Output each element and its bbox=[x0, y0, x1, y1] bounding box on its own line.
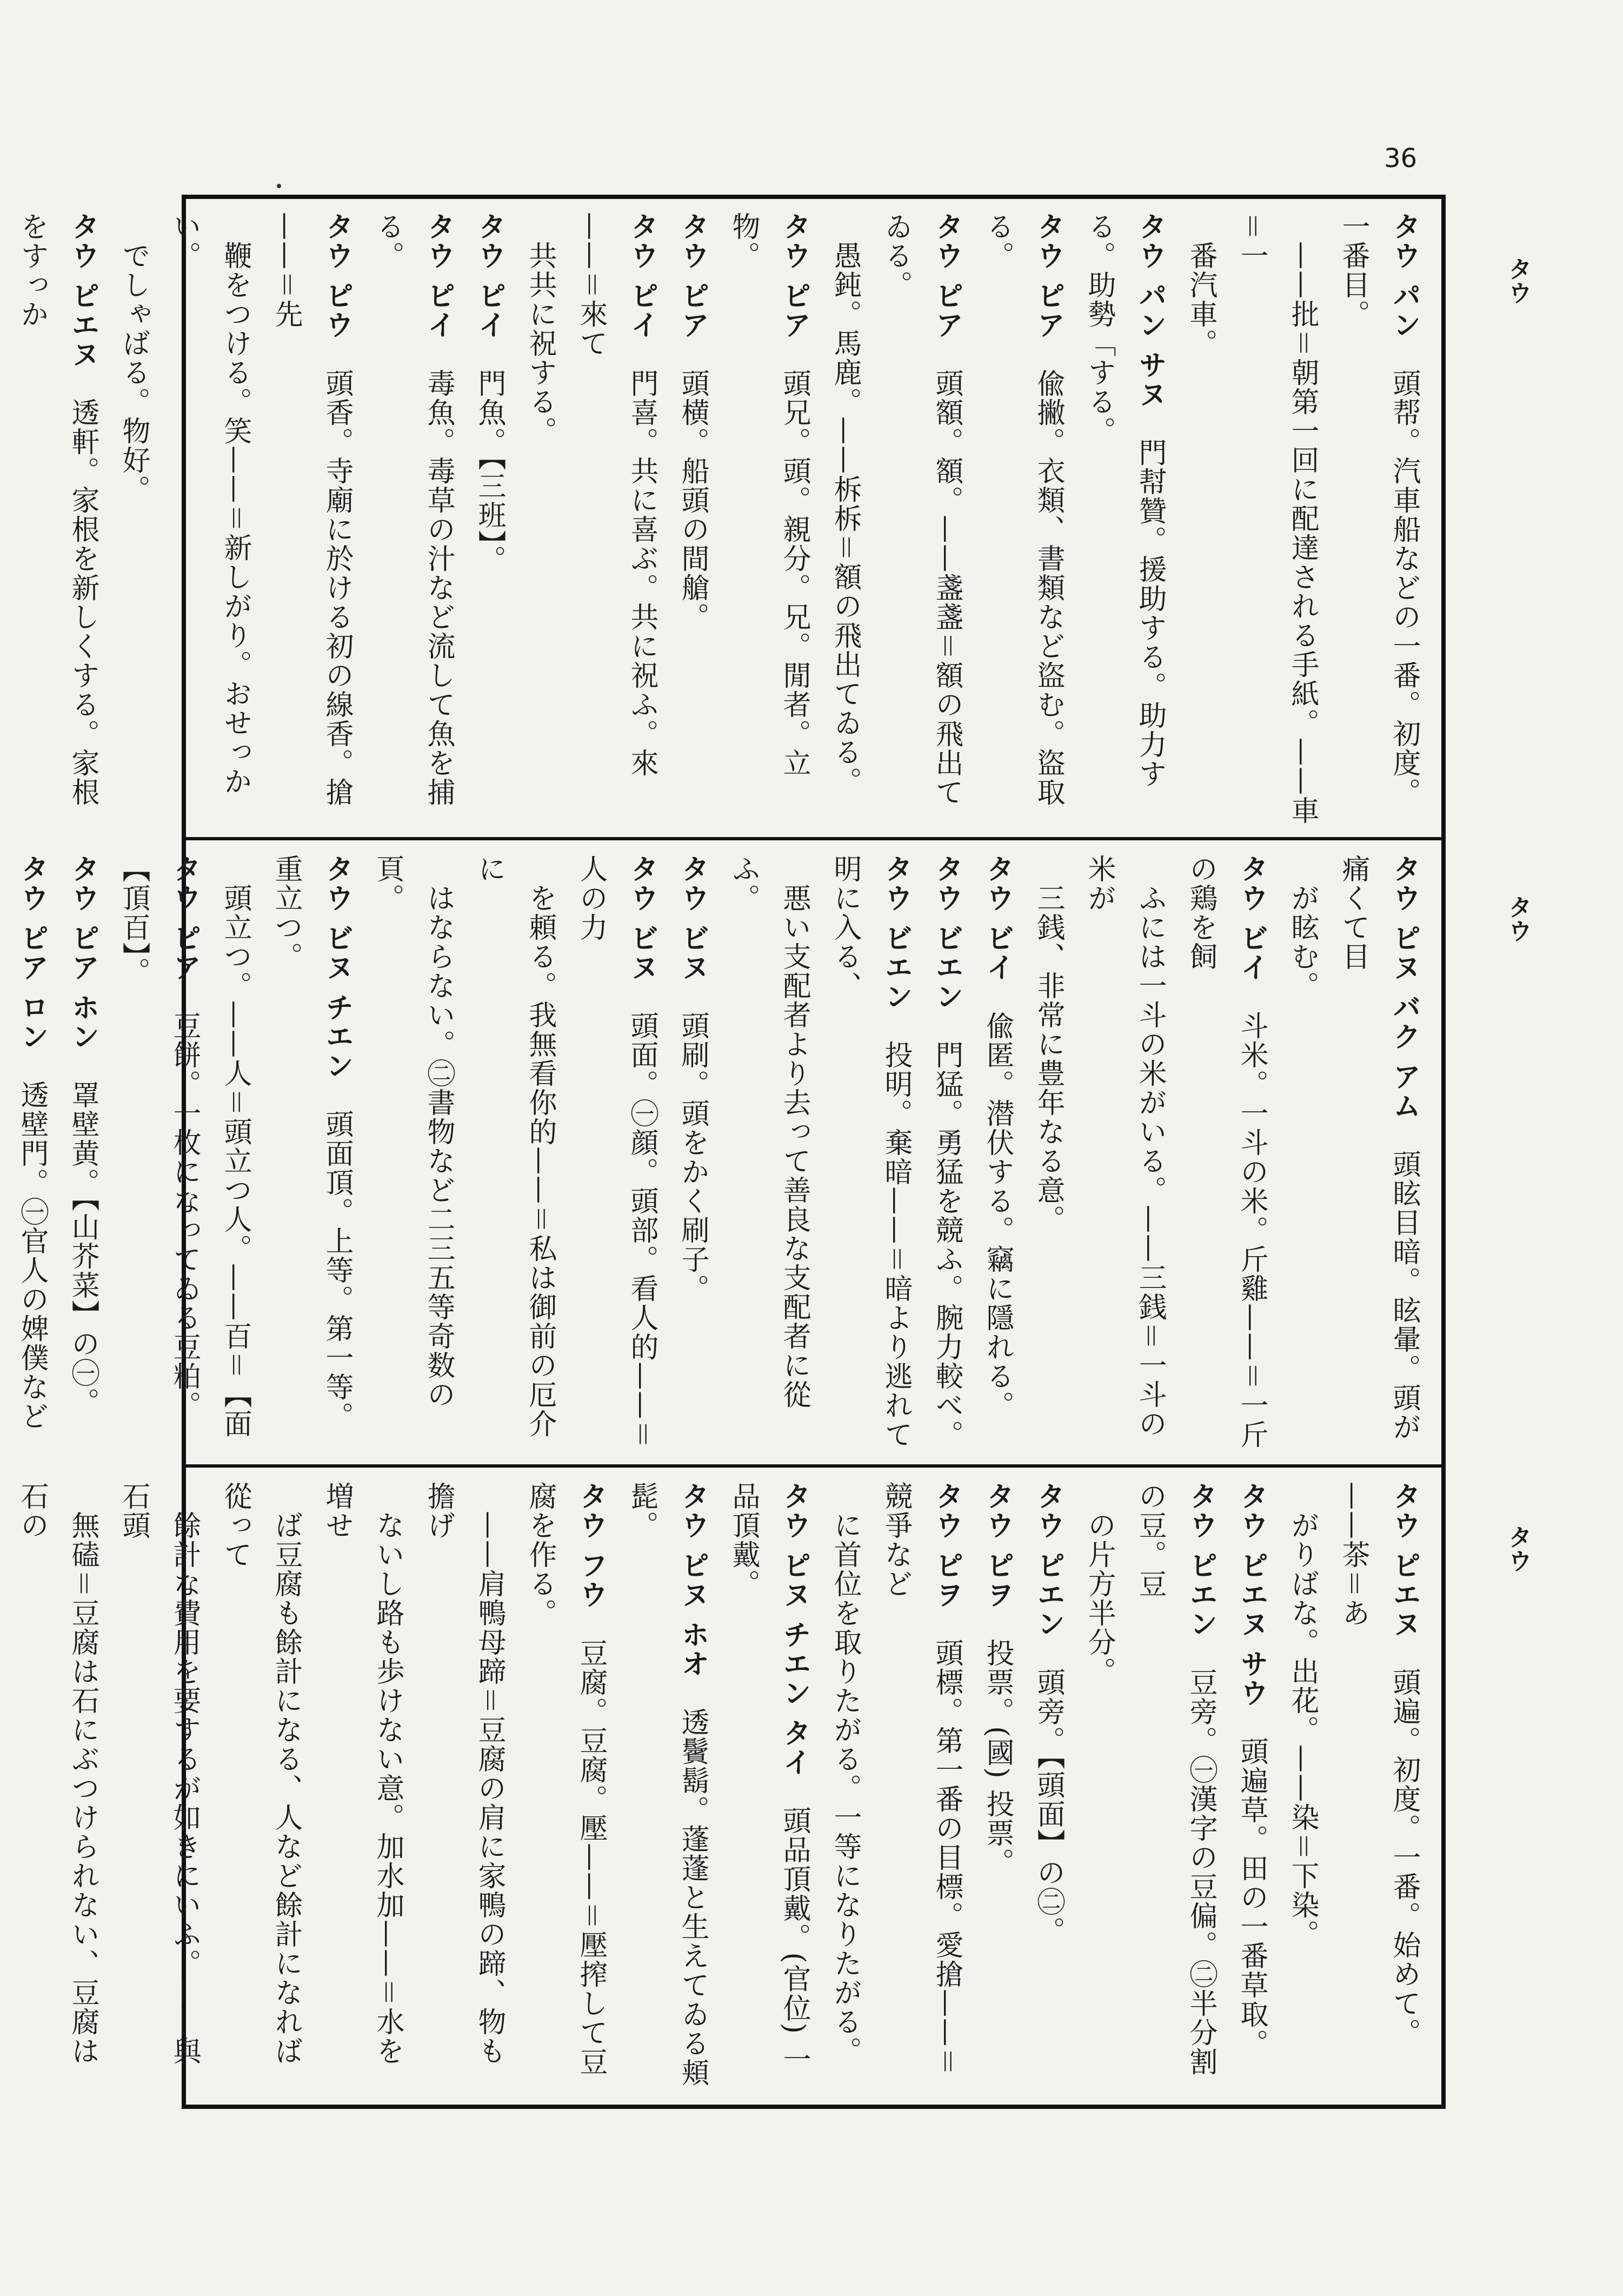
dictionary-entry bbox=[1023, 1482, 1074, 2094]
entry-text: 頭横。船頭の間艙。 bbox=[676, 369, 709, 632]
entry-text: ——肩鴨母蹄＝豆腐の肩に家鴨の蹄、物も擔げ bbox=[422, 1482, 505, 2066]
entry-headword: タウ ピエヌ bbox=[66, 212, 99, 369]
entry-headword: タウ ピイ bbox=[626, 212, 658, 340]
dictionary-entry bbox=[972, 1482, 1023, 2094]
entry-headword: タウ ピヲ bbox=[930, 1482, 963, 1610]
entry-headword: タウ ピア ホン bbox=[66, 854, 99, 1052]
dictionary-entry bbox=[108, 854, 210, 1454]
entry-headword: タウ ピイ bbox=[422, 212, 455, 340]
entry-text: 豆腐。豆腐。壓——＝壓搾して豆腐を作る。 bbox=[524, 1482, 607, 2077]
dictionary-entry bbox=[6, 212, 108, 826]
dictionary-entry bbox=[1328, 1482, 1429, 2094]
dictionary-entry bbox=[1175, 854, 1277, 1454]
dictionary-entry bbox=[57, 854, 108, 1454]
entry-text: 門喜。共に喜ぶ。共に祝ふ。來——＝來て bbox=[575, 212, 658, 778]
stray-dot bbox=[277, 184, 281, 188]
entry-headword: タウ ピア bbox=[930, 212, 963, 340]
entry-text: 頭遍。初度。一番。始めて。——茶＝あ bbox=[1337, 1482, 1420, 2048]
entry-text: 頭刷。頭をかく刷子。 bbox=[676, 1011, 709, 1304]
entry-headword: タウ ピエン bbox=[1032, 1482, 1065, 1639]
entry-continuation bbox=[108, 212, 159, 826]
dictionary-entry bbox=[566, 854, 667, 1454]
entry-continuation bbox=[1023, 854, 1074, 1454]
entry-text: 無磕＝豆腐は石にぶつけられない、豆腐は石の bbox=[16, 1482, 99, 2066]
entry-text: ないし路も歩けない意。加水加——＝水を増せ bbox=[321, 1482, 404, 2066]
running-head-middle: タウ bbox=[1504, 895, 1532, 943]
entry-text: がりばな。出花。——染＝下染。 bbox=[1286, 1511, 1319, 1949]
entry-text: 透壁門。㊀官人の婢僕など bbox=[16, 1080, 48, 1431]
entry-continuation bbox=[1175, 212, 1226, 826]
entry-headword: タウ ピエヌ bbox=[1388, 1482, 1420, 1639]
entry-text: 餘計な費用を要するが如きにいふ。——與石頭 bbox=[117, 1482, 201, 2066]
dictionary-entry bbox=[1125, 1482, 1226, 2094]
entry-text: ——批＝朝第一回に配達される手紙。——車＝一 bbox=[1235, 212, 1319, 825]
entry-continuation bbox=[820, 212, 870, 826]
divider-rule bbox=[186, 837, 1441, 840]
dictionary-entry bbox=[1074, 212, 1175, 826]
entry-headword: タウ ピヌ ホオ bbox=[676, 1482, 709, 1679]
entry-headword: タウ ピヌ チエン タイ bbox=[778, 1482, 810, 1777]
entry-text: 頭帮。汽車船などの一番。初度。一番目。 bbox=[1337, 212, 1420, 807]
entry-text: 投明。棄暗——＝暗より逃れて明に入る、 bbox=[829, 854, 912, 1450]
entry-text: 投票。(國) 投票。 bbox=[981, 1638, 1014, 1877]
entry-headword: タウ フウ bbox=[575, 1482, 607, 1610]
entry-text: 門魚。【三班】。 bbox=[473, 369, 505, 575]
entry-text: 豆餅。一枚になってゐる豆粕。【頂百】。 bbox=[117, 854, 201, 1421]
entry-text: 悪い支配者より去って善良な支配者に從ふ。 bbox=[727, 854, 810, 1409]
dictionary-entry bbox=[261, 212, 362, 826]
band-top-columns bbox=[16, 212, 1429, 826]
entry-headword: タウ ピイ bbox=[473, 212, 505, 340]
dictionary-entry bbox=[870, 212, 972, 826]
entry-text: 頭額。額。——盞盞＝額の飛出てゐる。 bbox=[880, 212, 963, 807]
dictionary-entry bbox=[972, 212, 1074, 826]
entry-text: 斗米。一斗の米。斤雞——＝一斤の鶏を飼 bbox=[1185, 854, 1268, 1450]
entry-text: 透軒。家根を新しくする。家根をすっか bbox=[16, 212, 99, 807]
running-head-bottom: タウ bbox=[1504, 1525, 1532, 1572]
entry-text: が眩む。 bbox=[1286, 884, 1319, 1000]
entry-text: 門猛。勇猛を競ふ。腕力較べ。 bbox=[930, 1040, 963, 1450]
entry-continuation bbox=[0, 1482, 6, 2094]
entry-continuation bbox=[311, 1482, 413, 2094]
entry-text: 頭標。第一番の目標。愛搶——＝競爭など bbox=[880, 1482, 963, 2077]
entry-text: 罩壁黄。【山芥菜】の㊀。 bbox=[66, 1080, 99, 1417]
entry-continuation bbox=[1277, 1482, 1328, 2094]
entry-text: ふには一斗の米がいる。——三銭＝一斗の米が bbox=[1083, 854, 1166, 1438]
dictionary-entry bbox=[820, 854, 921, 1454]
dictionary-entry bbox=[718, 1482, 820, 2094]
entry-text: 頭兄。頭。親分。兄。閒者。立物。 bbox=[727, 212, 810, 778]
entry-continuation bbox=[413, 1482, 515, 2094]
dictionary-entry bbox=[616, 1482, 718, 2094]
entry-text: 毒魚。毒草の汁など流して魚を捕る。 bbox=[371, 212, 455, 807]
entry-headword: タウ ピア bbox=[168, 854, 201, 983]
entry-headword: タウ ビヌ bbox=[626, 854, 658, 983]
entry-headword: タウ ピア bbox=[676, 212, 709, 340]
dictionary-entry bbox=[515, 1482, 616, 2094]
entry-continuation bbox=[820, 1482, 870, 2094]
band-middle-columns bbox=[16, 854, 1429, 1454]
entry-continuation bbox=[515, 212, 566, 826]
entry-continuation bbox=[108, 1482, 210, 2094]
entry-continuation bbox=[1074, 1482, 1125, 2094]
entry-text: に首位を取りたがる。一等になりたがる。 bbox=[829, 1511, 861, 2066]
entry-headword: タウ ピア ロン bbox=[16, 854, 48, 1052]
entry-headword: タウ ピヲ bbox=[981, 1482, 1014, 1610]
dictionary-entry bbox=[667, 212, 718, 826]
dictionary-entry bbox=[362, 212, 464, 826]
entry-headword: タウ ビイ bbox=[981, 854, 1014, 983]
entry-continuation bbox=[0, 212, 6, 826]
entry-headword: タウ ピウ bbox=[321, 212, 353, 340]
entry-headword: タウ ビヌ bbox=[676, 854, 709, 983]
entry-text: 頭面頂。上等。第一等。重立つ。 bbox=[270, 854, 353, 1431]
entry-continuation bbox=[1074, 854, 1175, 1454]
entry-text: の片方半分。 bbox=[1083, 1511, 1115, 1686]
dictionary-entry bbox=[464, 212, 515, 826]
dictionary-entry bbox=[261, 854, 362, 1454]
entry-continuation bbox=[464, 854, 566, 1454]
entry-text: を頼る。我無看你的——＝私は御前の厄介に bbox=[473, 854, 556, 1438]
entry-text: 頭品頂戴。(官位) 一品頂戴。 bbox=[727, 1482, 810, 2074]
dictionary-entry bbox=[0, 854, 57, 1454]
entry-text: 三銭、非常に豊年なる意。 bbox=[1032, 884, 1065, 1234]
entry-text: 豆旁。㊀漢字の豆偏。㊁半分割の豆。豆 bbox=[1134, 1482, 1217, 2077]
dictionary-entry bbox=[667, 854, 718, 1454]
entry-text: 頭面。㊀顔。頭部。看人的——＝人の力 bbox=[575, 854, 658, 1450]
entry-text: 透鬢鬍。蓬蓬と生えてゐる頬髭。 bbox=[626, 1482, 709, 2088]
band-bottom-columns bbox=[16, 1482, 1429, 2094]
entry-text: 共共に祝する。 bbox=[524, 241, 556, 446]
entry-text: 番汽車。 bbox=[1185, 241, 1217, 358]
dictionary-entry bbox=[1226, 1482, 1277, 2094]
entry-text: 頭遍草。田の一番草取。 bbox=[1235, 1737, 1268, 2059]
entry-continuation bbox=[159, 212, 261, 826]
entry-text: 頭立つ。——人＝頭立つ人。——百＝【面 bbox=[219, 884, 251, 1439]
entry-text: 頭香。寺廟に於ける初の線香。搶——＝先 bbox=[270, 212, 353, 807]
band-middle bbox=[16, 841, 1441, 1464]
entry-headword: タウ ビヌ チエン bbox=[321, 854, 353, 1081]
entry-continuation bbox=[210, 1482, 311, 2094]
entry-text: 偸匿。潜伏する。竊に隱れる。 bbox=[981, 1011, 1014, 1421]
divider-rule bbox=[186, 1464, 1441, 1468]
entry-text: 門幇贊。援助する。助力する。助勢「する。 bbox=[1083, 212, 1166, 789]
entry-headword: タウ ピエン bbox=[1185, 1482, 1217, 1639]
entry-text: 頭眩目暗。眩暈。頭が痛くて目 bbox=[1337, 854, 1420, 1442]
entry-text: 愚鈍。馬鹿。——柝柝＝額の飛出てゐる。 bbox=[829, 241, 861, 796]
entry-text: 頭旁。【頭面】の㊁。 bbox=[1032, 1668, 1065, 1946]
entry-text: でしゃばる。物好。 bbox=[117, 241, 150, 504]
entry-headword: タウ ピエヌ サウ bbox=[1235, 1482, 1268, 1708]
entry-headword: タウ ピア bbox=[1032, 212, 1065, 340]
band-bottom bbox=[16, 1469, 1441, 2105]
entry-headword: タウ ビイ bbox=[1235, 854, 1268, 983]
dictionary-entry bbox=[1328, 212, 1429, 826]
entry-text: 鞭をつける。笑——＝新しがり。おせっかい。 bbox=[168, 212, 251, 796]
entry-continuation bbox=[6, 1482, 108, 2094]
entry-text: 偸撇。衣類、書類など盜む。盜取る。 bbox=[981, 212, 1065, 807]
dictionary-entry bbox=[972, 854, 1023, 1454]
entry-continuation bbox=[1277, 854, 1328, 1454]
dictionary-entry bbox=[566, 212, 667, 826]
entry-headword: タウ ピヌ バク アム bbox=[1388, 854, 1420, 1121]
dictionary-entry bbox=[921, 854, 972, 1454]
entry-headword: タウ ビエン bbox=[930, 854, 963, 1012]
entry-continuation bbox=[210, 854, 261, 1454]
entry-text: ば豆腐も餘計になる、人など餘計になれば從って bbox=[219, 1482, 302, 2066]
entry-continuation bbox=[718, 854, 820, 1454]
entry-headword: タウ パン bbox=[1388, 212, 1420, 340]
dictionary-entry bbox=[718, 212, 820, 826]
band-top bbox=[16, 199, 1441, 837]
dictionary-entry bbox=[1328, 854, 1429, 1454]
entry-text: はならない。㊁書物など二三五等奇数の頁。 bbox=[371, 854, 455, 1409]
page-number: 36 bbox=[1384, 143, 1418, 174]
entry-headword: タウ ピア bbox=[778, 212, 810, 340]
running-head-top: タウ bbox=[1504, 257, 1532, 304]
entry-continuation bbox=[1226, 212, 1328, 826]
entry-continuation bbox=[362, 854, 464, 1454]
entry-headword: タウ ビエン bbox=[880, 854, 912, 1012]
dictionary-entry bbox=[870, 1482, 972, 2094]
entry-headword: タウ パン サヌ bbox=[1134, 212, 1166, 409]
dictionary-frame bbox=[16, 195, 1446, 2109]
